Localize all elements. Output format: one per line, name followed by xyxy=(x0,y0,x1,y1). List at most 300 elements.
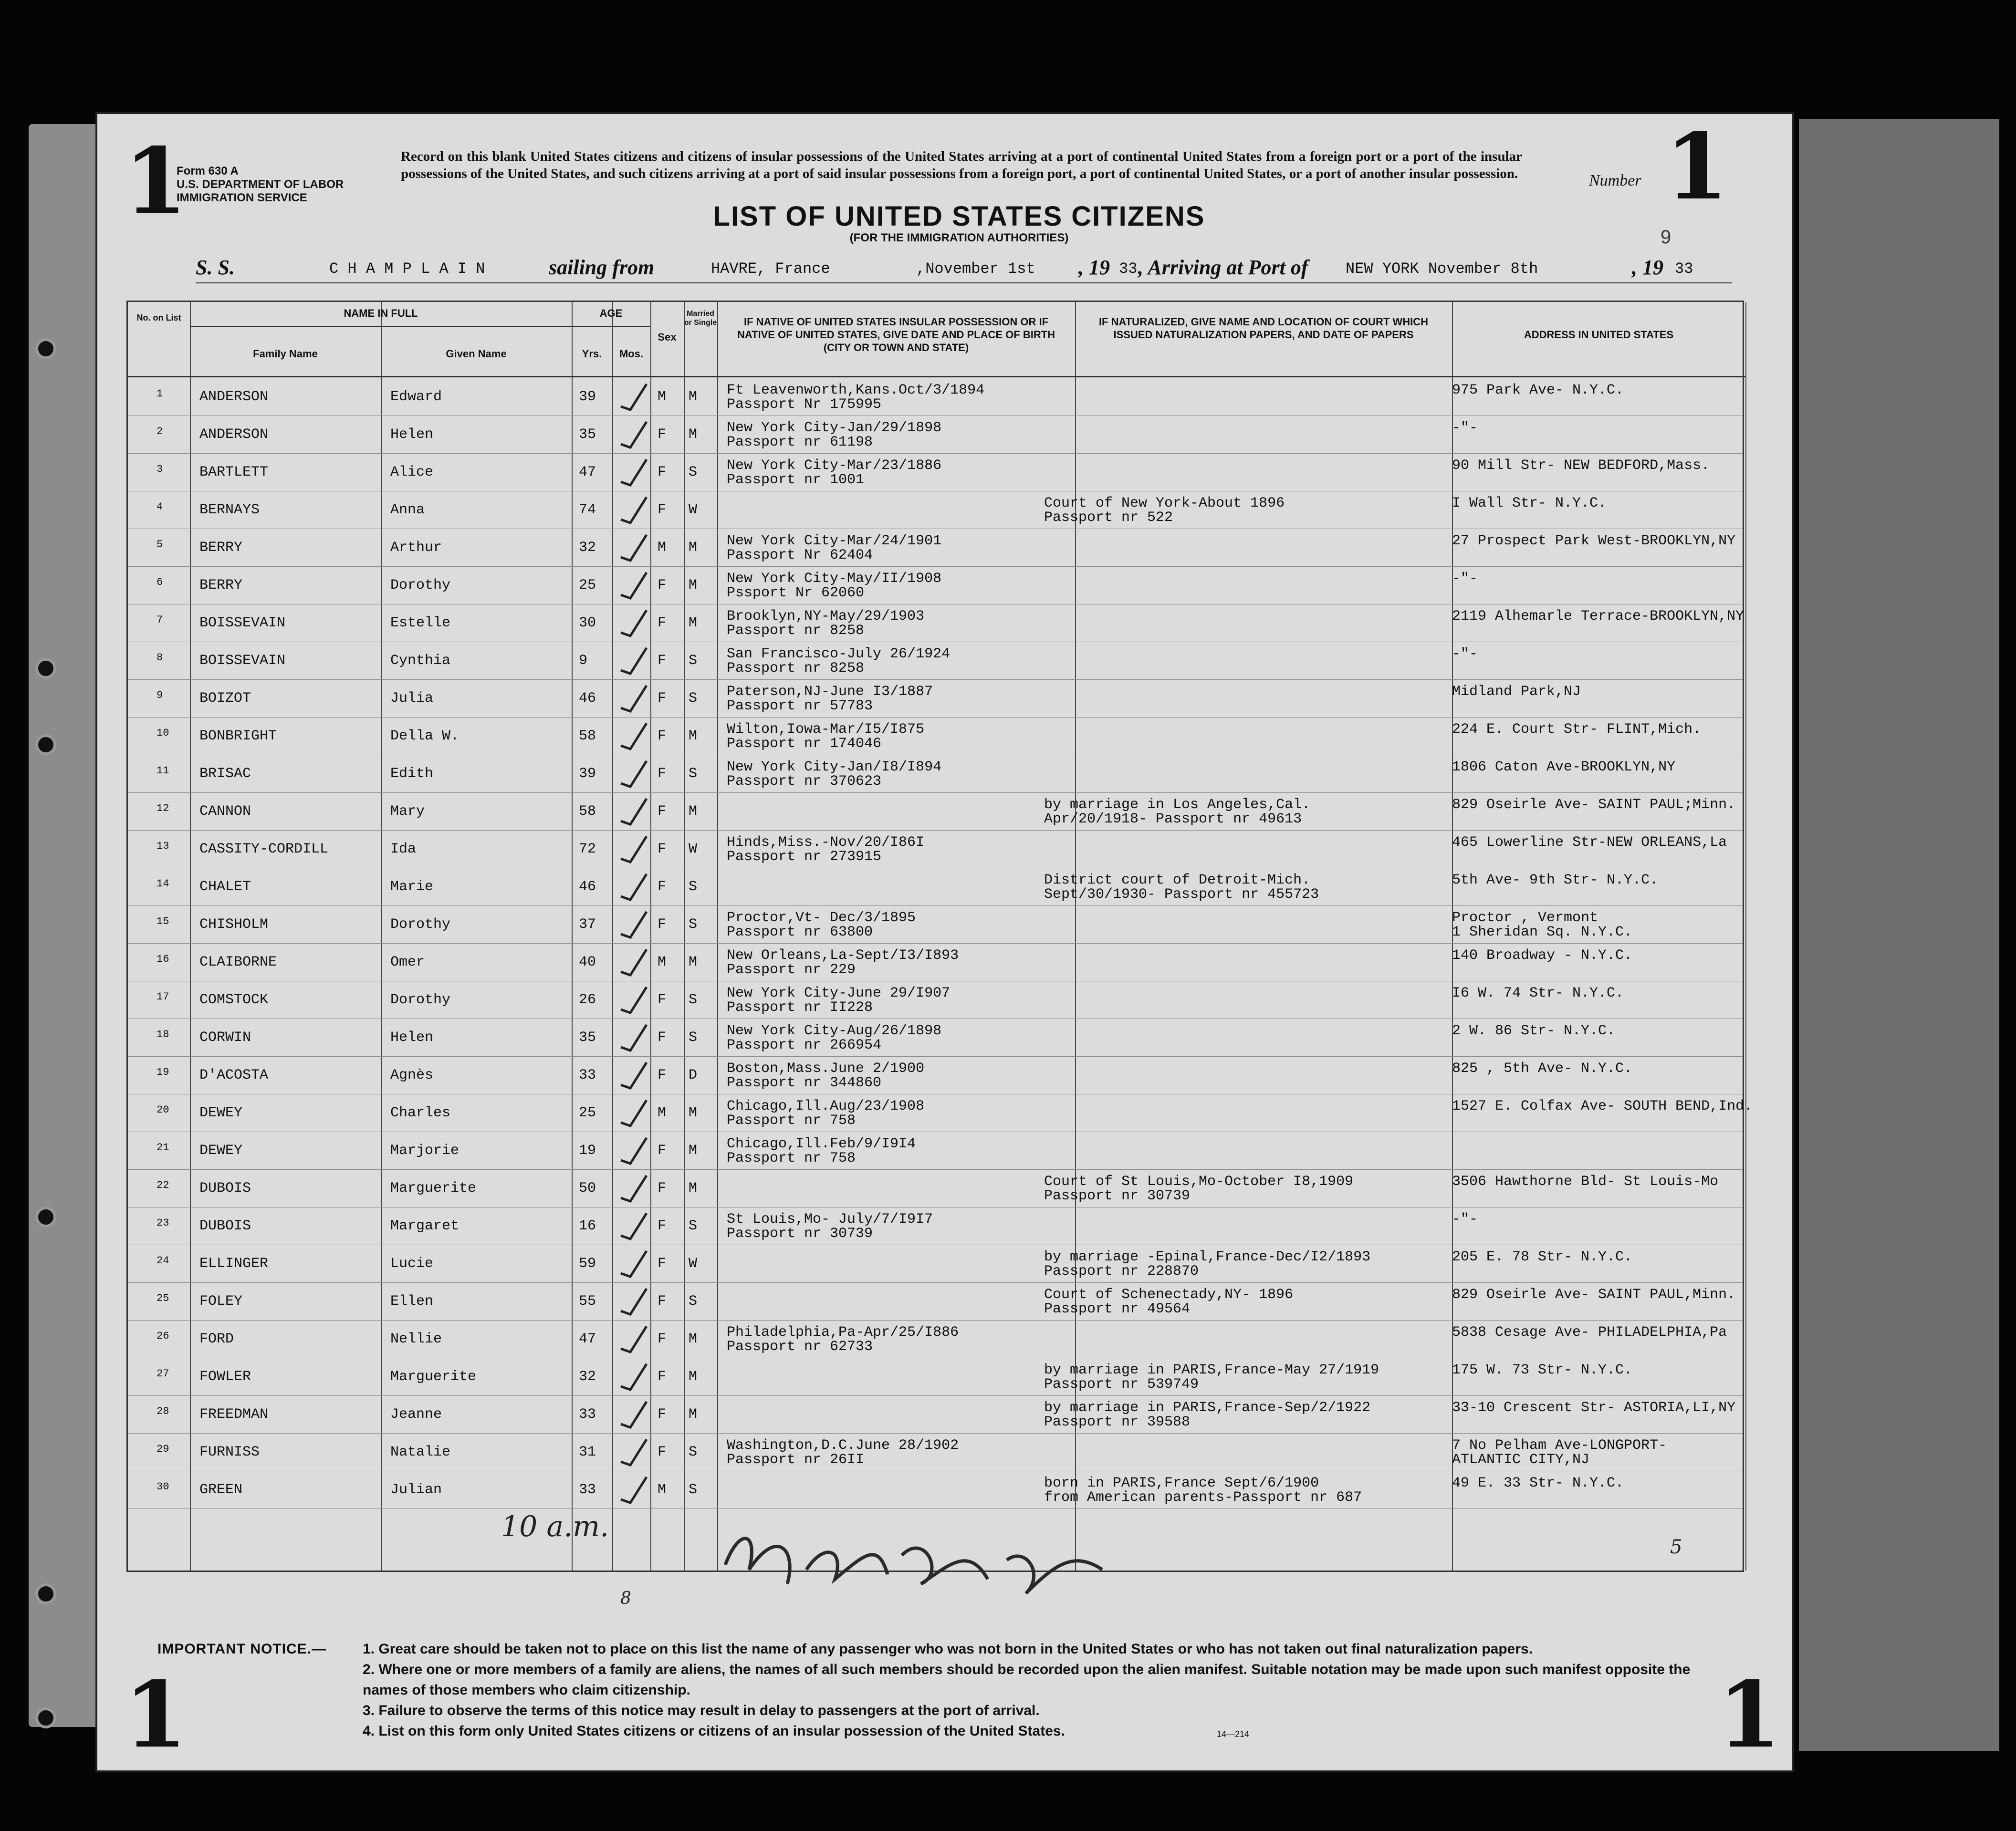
sex: F xyxy=(658,1406,667,1423)
birth-info: New York City-Mar/24/1901 xyxy=(727,533,942,549)
header-name-in-full: NAME IN FULL xyxy=(344,307,418,319)
marital-status: M xyxy=(689,1143,698,1159)
table-row xyxy=(128,454,1743,491)
check-mark xyxy=(617,1436,650,1469)
header-no-on-list: No. on List xyxy=(136,313,181,323)
naturalization-passport: Apr/20/1918- Passport nr 49613 xyxy=(1044,811,1302,827)
age-years: 72 xyxy=(579,841,596,857)
row-number: 22 xyxy=(157,1179,169,1191)
family-name: CHALET xyxy=(199,879,251,895)
table-row xyxy=(128,416,1743,454)
sex: F xyxy=(658,1030,667,1046)
row-number: 21 xyxy=(157,1142,169,1154)
family-name: DUBOIS xyxy=(199,1218,251,1234)
number-label: Number xyxy=(1589,172,1641,189)
birth-info: New Orleans,La-Sept/I3/I893 xyxy=(727,947,959,964)
family-name: BOISSEVAIN xyxy=(199,615,286,631)
handwritten-mark: 8 xyxy=(620,1589,631,1608)
naturalization-info: by marriage -Epinal,France-Dec/I2/1893 xyxy=(1044,1249,1371,1265)
sailing-year: 33 xyxy=(1119,260,1138,278)
row-number: 4 xyxy=(157,501,163,513)
corner-number-bottom-right: 1 xyxy=(1718,1662,1781,1768)
arrival-year: 33 xyxy=(1675,260,1693,278)
sex: M xyxy=(658,540,667,556)
birth-passport: Passport nr 8258 xyxy=(727,623,865,639)
birth-passport: Passport nr 758 xyxy=(727,1150,856,1166)
check-mark xyxy=(617,1059,650,1092)
birth-passport: Passport nr 370623 xyxy=(727,773,882,790)
marital-status: S xyxy=(689,992,698,1008)
punch-hole xyxy=(35,338,56,359)
table-row xyxy=(128,378,1743,416)
sex: F xyxy=(658,1331,667,1347)
check-mark xyxy=(617,1322,650,1356)
form-footer-code: 14—214 xyxy=(1217,1729,1250,1739)
family-name: FURNISS xyxy=(199,1444,260,1460)
age-years: 25 xyxy=(579,577,596,593)
header-bottom-rule xyxy=(128,376,1745,377)
table-row xyxy=(128,906,1743,944)
given-name: Nellie xyxy=(390,1331,442,1347)
check-mark xyxy=(617,1285,650,1318)
given-name: Estelle xyxy=(390,615,451,631)
official-signature xyxy=(721,1498,1112,1608)
corner-number-top-left: 1 xyxy=(124,128,188,234)
age-years: 33 xyxy=(579,1067,596,1083)
table-row xyxy=(128,981,1743,1019)
row-number: 26 xyxy=(157,1330,169,1342)
ship-line-rule xyxy=(196,282,1732,283)
given-name: Margaret xyxy=(390,1218,460,1234)
given-name: Charles xyxy=(390,1105,451,1121)
header-rule xyxy=(190,326,572,327)
family-name: CASSITY-CORDILL xyxy=(199,841,329,857)
table-row xyxy=(128,755,1743,793)
family-name: FREEDMAN xyxy=(199,1406,269,1423)
marital-status: M xyxy=(689,615,698,631)
birth-passport: Passport nr 30739 xyxy=(727,1226,873,1242)
check-mark xyxy=(617,1247,650,1280)
marital-status: W xyxy=(689,1256,698,1272)
family-name: CLAIBORNE xyxy=(199,954,277,970)
family-name: CANNON xyxy=(199,803,251,820)
birth-info: New York City-Aug/26/1898 xyxy=(727,1023,942,1039)
check-mark xyxy=(617,493,650,527)
ship-line xyxy=(196,255,1723,284)
check-mark xyxy=(617,983,650,1017)
address: 90 Mill Str- NEW BEDFORD,Mass. xyxy=(1452,458,1710,474)
row-number: 20 xyxy=(157,1104,169,1116)
address: 27 Prospect Park West-BROOKLYN,NY xyxy=(1452,533,1736,549)
row-number: 11 xyxy=(157,765,169,777)
family-name: ANDERSON xyxy=(199,427,269,443)
check-mark xyxy=(617,606,650,640)
row-number: 29 xyxy=(157,1443,169,1455)
birth-info: Wilton,Iowa-Mar/I5/I875 xyxy=(727,721,925,738)
given-name: Julia xyxy=(390,690,434,707)
header-given-name: Given Name xyxy=(446,348,507,360)
age-years: 39 xyxy=(579,766,596,782)
row-number: 7 xyxy=(157,614,163,626)
check-mark xyxy=(617,1398,650,1431)
family-name: DEWEY xyxy=(199,1105,243,1121)
family-name: BARTLETT xyxy=(199,464,269,480)
address: -"- xyxy=(1452,571,1478,587)
marital-status: M xyxy=(689,1105,698,1121)
check-mark xyxy=(617,569,650,602)
naturalization-passport: Passport nr 39588 xyxy=(1044,1414,1191,1430)
family-name: FOWLER xyxy=(199,1369,251,1385)
address: 825 , 5th Ave- N.Y.C. xyxy=(1452,1061,1633,1077)
sex: F xyxy=(658,841,667,857)
form-id xyxy=(177,165,344,205)
sex: F xyxy=(658,1444,667,1460)
check-mark xyxy=(617,1360,650,1394)
ship-name: C H A M P L A I N xyxy=(329,260,485,278)
age-years: 35 xyxy=(579,427,596,443)
table-row xyxy=(128,793,1743,831)
sailing-date: ,November 1st xyxy=(916,260,1035,278)
table-row xyxy=(128,1094,1753,1132)
header-family-name: Family Name xyxy=(253,348,318,360)
punch-hole xyxy=(35,1583,56,1604)
header-mos: Mos. xyxy=(619,348,644,360)
sex: F xyxy=(658,1256,667,1272)
address-line-2: 1 Sheridan Sq. N.Y.C. xyxy=(1452,924,1633,940)
marital-status: S xyxy=(689,464,698,480)
row-number: 13 xyxy=(157,840,169,852)
arriving-label: , Arriving at Port of xyxy=(1138,256,1308,279)
sex: F xyxy=(658,766,667,782)
age-years: 50 xyxy=(579,1180,596,1196)
header-naturalized: IF NATURALIZED, GIVE NAME AND LOCATION OF COURT WHICH ISSUED NATURALIZATION PAPERS, AND DATE OF PAPERS xyxy=(1098,316,1429,341)
notice-lead: IMPORTANT NOTICE.— xyxy=(157,1641,327,1657)
family-name: BERNAYS xyxy=(199,502,260,518)
naturalization-info: by marriage in Los Angeles,Cal. xyxy=(1044,797,1311,813)
naturalization-passport: Sept/30/1930- Passport nr 455723 xyxy=(1044,886,1319,903)
birth-info: Chicago,Ill.Feb/9/I9I4 xyxy=(727,1136,916,1152)
table-row xyxy=(128,831,1743,868)
row-number: 2 xyxy=(157,426,163,437)
given-name: Agnès xyxy=(390,1067,434,1083)
naturalization-passport: from American parents-Passport nr 687 xyxy=(1044,1489,1362,1506)
marital-status: M xyxy=(689,803,698,820)
header-married-single: Married or Single xyxy=(684,310,717,327)
sex: F xyxy=(658,1218,667,1234)
year-prefix: , 19 xyxy=(1632,256,1663,279)
given-name: Anna xyxy=(390,502,425,518)
naturalization-passport: Passport nr 49564 xyxy=(1044,1301,1191,1317)
birth-passport: Passport nr 266954 xyxy=(727,1037,882,1053)
check-mark xyxy=(617,1172,650,1205)
family-name: CHISHOLM xyxy=(199,916,269,933)
naturalization-info: Court of New York-About 1896 xyxy=(1044,495,1285,511)
birth-info: Washington,D.C.June 28/1902 xyxy=(727,1437,959,1454)
check-mark xyxy=(617,757,650,791)
birth-info: Brooklyn,NY-May/29/1903 xyxy=(727,608,925,624)
birth-passport: Passport nr 174046 xyxy=(727,736,882,752)
table-row xyxy=(128,1358,1743,1396)
page-subtitle: (FOR THE IMMIGRATION AUTHORITIES) xyxy=(849,231,1069,244)
check-mark xyxy=(617,418,650,451)
header-address: ADDRESS IN UNITED STATES xyxy=(1524,329,1674,341)
address: 49 E. 33 Str- N.Y.C. xyxy=(1452,1475,1624,1491)
family-name: BOISSEVAIN xyxy=(199,653,286,669)
address: 5838 Cesage Ave- PHILADELPHIA,Pa xyxy=(1452,1324,1727,1341)
family-name: BERRY xyxy=(199,577,243,593)
from-port: HAVRE, France xyxy=(711,260,830,278)
given-name: Marie xyxy=(390,879,434,895)
sex: M xyxy=(658,389,667,405)
row-number: 3 xyxy=(157,463,163,475)
marital-status: M xyxy=(689,728,698,744)
address: 975 Park Ave- N.Y.C. xyxy=(1452,382,1624,398)
age-years: 26 xyxy=(579,992,596,1008)
row-number: 15 xyxy=(157,916,169,927)
row-number: 12 xyxy=(157,802,169,814)
birth-passport: Passport nr II228 xyxy=(727,999,873,1016)
age-years: 32 xyxy=(579,540,596,556)
row-number: 19 xyxy=(157,1066,169,1078)
marital-status: W xyxy=(689,841,698,857)
given-name: Edith xyxy=(390,766,434,782)
address: 224 E. Court Str- FLINT,Mich. xyxy=(1452,721,1702,738)
form-instructions: Record on this blank United States citizens and citizens of insular possessions of the United States arriving at a port of continental United States from a foreign port or a port of the insular possessions of the United States, and such citizens arriving at a port of said insular possessions from a foreign port, a port of continental United States, or a port of another insular possession. xyxy=(401,149,1522,181)
address: 140 Broadway - N.Y.C. xyxy=(1452,947,1633,964)
age-years: 74 xyxy=(579,502,596,518)
form-id-line: IMMIGRATION SERVICE xyxy=(177,191,307,204)
marital-status: M xyxy=(689,427,698,443)
birth-info: New York City-Mar/23/1886 xyxy=(727,458,942,474)
address: I6 W. 74 Str- N.Y.C. xyxy=(1452,985,1624,1001)
naturalization-info: Court of St Louis,Mo-October I8,1909 xyxy=(1044,1174,1354,1190)
header-sex: Sex xyxy=(658,331,677,343)
address-line-2: ATLANTIC CITY,NJ xyxy=(1452,1452,1590,1468)
sex: F xyxy=(658,728,667,744)
table-row xyxy=(128,1245,1743,1283)
family-name: D'ACOSTA xyxy=(199,1067,269,1083)
naturalization-info: by marriage in PARIS,France-Sep/2/1922 xyxy=(1044,1400,1371,1416)
age-years: 30 xyxy=(579,615,596,631)
notice-item: 4. List on this form only United States citizens or citizens of an insular possession of the United States. xyxy=(363,1723,1065,1739)
table-row xyxy=(128,1019,1743,1057)
table-row xyxy=(128,1283,1743,1321)
table-row xyxy=(128,567,1743,604)
marital-status: S xyxy=(689,766,698,782)
birth-info: New York City-June 29/I907 xyxy=(727,985,951,1001)
binder-strip xyxy=(29,124,100,1727)
family-name: FORD xyxy=(199,1331,234,1347)
address: 2119 Alhemarle Terrace-BROOKLYN,NY xyxy=(1452,608,1744,624)
naturalization-info: Court of Schenectady,NY- 1896 xyxy=(1044,1287,1294,1303)
row-number: 28 xyxy=(157,1405,169,1417)
given-name: Dorothy xyxy=(390,577,451,593)
check-mark xyxy=(617,1096,650,1130)
punch-hole xyxy=(35,1207,56,1228)
check-mark xyxy=(617,456,650,489)
birth-passport: Passport nr 273915 xyxy=(727,849,882,865)
age-years: 58 xyxy=(579,803,596,820)
given-name: Della W. xyxy=(390,728,460,744)
marital-status: S xyxy=(689,879,698,895)
address: 829 Oseirle Ave- SAINT PAUL,Minn. xyxy=(1452,1287,1736,1303)
sex: F xyxy=(658,690,667,707)
marital-status: M xyxy=(689,1180,698,1196)
table-row xyxy=(128,642,1743,680)
sex: F xyxy=(658,879,667,895)
age-years: 31 xyxy=(579,1444,596,1460)
marital-status: S xyxy=(689,1444,698,1460)
check-mark xyxy=(617,1134,650,1167)
family-name: ELLINGER xyxy=(199,1256,269,1272)
age-years: 37 xyxy=(579,916,596,933)
birth-info: San Francisco-July 26/1924 xyxy=(727,646,951,662)
birth-passport: Passport nr 1001 xyxy=(727,472,865,488)
sex: F xyxy=(658,427,667,443)
age-years: 46 xyxy=(579,690,596,707)
form-id-line: U.S. DEPARTMENT OF LABOR xyxy=(177,178,344,191)
given-name: Jeanne xyxy=(390,1406,442,1423)
row-number: 6 xyxy=(157,576,163,588)
birth-passport: Passport Nr 175995 xyxy=(727,396,882,413)
marital-status: S xyxy=(689,916,698,933)
given-name: Dorothy xyxy=(390,992,451,1008)
row-number: 9 xyxy=(157,689,163,701)
family-name: COMSTOCK xyxy=(199,992,269,1008)
table-row xyxy=(128,718,1743,755)
table-row xyxy=(128,1132,1743,1170)
address: 829 Oseirle Ave- SAINT PAUL;Minn. xyxy=(1452,797,1736,813)
birth-info: St Louis,Mo- July/7/I9I7 xyxy=(727,1211,933,1228)
punch-hole xyxy=(35,734,56,755)
check-mark xyxy=(617,1209,650,1243)
sailing-label: sailing from xyxy=(549,256,655,279)
check-mark xyxy=(617,870,650,904)
birth-info: Hinds,Miss.-Nov/20/I86I xyxy=(727,834,925,851)
birth-passport: Passport nr 63800 xyxy=(727,924,873,940)
check-mark xyxy=(617,946,650,979)
check-mark xyxy=(617,908,650,941)
family-name: FOLEY xyxy=(199,1293,243,1310)
row-number: 25 xyxy=(157,1292,169,1304)
birth-passport: Passport nr 229 xyxy=(727,962,856,978)
family-name: BOIZOT xyxy=(199,690,251,707)
age-years: 40 xyxy=(579,954,596,970)
age-years: 19 xyxy=(579,1143,596,1159)
given-name: Marguerite xyxy=(390,1180,477,1196)
check-mark xyxy=(617,832,650,866)
family-name: BERRY xyxy=(199,540,243,556)
table-row xyxy=(128,1321,1743,1358)
birth-passport: Passport nr 758 xyxy=(727,1113,856,1129)
birth-info: Ft Leavenworth,Kans.Oct/3/1894 xyxy=(727,382,985,398)
birth-info: New York City-Jan/I8/I894 xyxy=(727,759,942,775)
check-mark xyxy=(617,644,650,677)
marital-status: M xyxy=(689,1331,698,1347)
row-number: 8 xyxy=(157,652,163,664)
row-number: 1 xyxy=(157,388,163,400)
corner-number-top-right: 1 xyxy=(1665,114,1729,220)
given-name: Helen xyxy=(390,427,434,443)
sex: F xyxy=(658,1293,667,1310)
notice-item: 1. Great care should be taken not to place on this list the name of any passenger who was not born in the United States or who has not taken out final naturalization papers. xyxy=(363,1641,1533,1657)
given-name: Cynthia xyxy=(390,653,451,669)
age-years: 47 xyxy=(579,464,596,480)
sex: F xyxy=(658,1143,667,1159)
header-yrs: Yrs. xyxy=(582,348,602,360)
birth-info: Philadelphia,Pa-Apr/25/I886 xyxy=(727,1324,959,1341)
address: 205 E. 78 Str- N.Y.C. xyxy=(1452,1249,1633,1265)
age-years: 25 xyxy=(579,1105,596,1121)
table-row xyxy=(128,680,1743,718)
given-name: Ellen xyxy=(390,1293,434,1310)
address: 1806 Caton Ave-BROOKLYN,NY xyxy=(1452,759,1676,775)
handwritten-page-mark: 5 xyxy=(1670,1536,1682,1558)
row-number: 27 xyxy=(157,1368,169,1380)
age-years: 33 xyxy=(579,1482,596,1498)
birth-passport: Passport nr 8258 xyxy=(727,660,865,676)
given-name: Julian xyxy=(390,1482,442,1498)
age-years: 33 xyxy=(579,1406,596,1423)
family-name: DEWEY xyxy=(199,1143,243,1159)
birth-info: Proctor,Vt- Dec/3/1895 xyxy=(727,910,916,926)
address: 465 Lowerline Str-NEW ORLEANS,La xyxy=(1452,834,1727,851)
corner-number-bottom-left: 1 xyxy=(124,1662,188,1768)
birth-passport: Passport nr 57783 xyxy=(727,698,873,714)
address: 5th Ave- 9th Str- N.Y.C. xyxy=(1452,872,1659,888)
row-number: 5 xyxy=(157,539,163,551)
naturalization-passport: Passport nr 539749 xyxy=(1044,1376,1199,1393)
check-mark xyxy=(617,719,650,753)
given-name: Ida xyxy=(390,841,417,857)
punch-hole xyxy=(35,658,56,679)
row-number: 10 xyxy=(157,727,169,739)
row-number: 24 xyxy=(157,1255,169,1267)
family-name: BONBRIGHT xyxy=(199,728,277,744)
age-years: 55 xyxy=(579,1293,596,1310)
birth-passport: Pssport Nr 62060 xyxy=(727,585,865,601)
family-name: ANDERSON xyxy=(199,389,269,405)
check-mark xyxy=(617,1473,650,1507)
age-years: 58 xyxy=(579,728,596,744)
marital-status: D xyxy=(689,1067,698,1083)
address: Midland Park,NJ xyxy=(1452,684,1581,700)
table-row xyxy=(128,529,1743,567)
address: 33-10 Crescent Str- ASTORIA,LI,NY xyxy=(1452,1400,1736,1416)
age-years: 16 xyxy=(579,1218,596,1234)
address: -"- xyxy=(1452,1211,1478,1228)
address: 3506 Hawthorne Bld- St Louis-Mo xyxy=(1452,1174,1719,1190)
notice-items xyxy=(363,1639,1708,1741)
sex: M xyxy=(658,1482,667,1498)
birth-passport: Passport nr 61198 xyxy=(727,434,873,450)
notice-item: 3. Failure to observe the terms of this notice may result in delay to passengers at the port of arrival. xyxy=(363,1703,1040,1718)
check-mark xyxy=(617,380,650,414)
arrival-port: NEW YORK November 8th xyxy=(1346,260,1538,278)
marital-status: S xyxy=(689,1293,698,1310)
marital-status: S xyxy=(689,653,698,669)
birth-info: Boston,Mass.June 2/1900 xyxy=(727,1061,925,1077)
check-mark xyxy=(617,1021,650,1054)
marital-status: W xyxy=(689,502,698,518)
address: 7 No Pelham Ave-LONGPORT- xyxy=(1452,1437,1667,1454)
age-years: 35 xyxy=(579,1030,596,1046)
page-annotation: 9 xyxy=(1661,227,1671,248)
marital-status: M xyxy=(689,1406,698,1423)
marital-status: S xyxy=(689,1482,698,1498)
sex: M xyxy=(658,954,667,970)
naturalization-info: District court of Detroit-Mich. xyxy=(1044,872,1311,888)
